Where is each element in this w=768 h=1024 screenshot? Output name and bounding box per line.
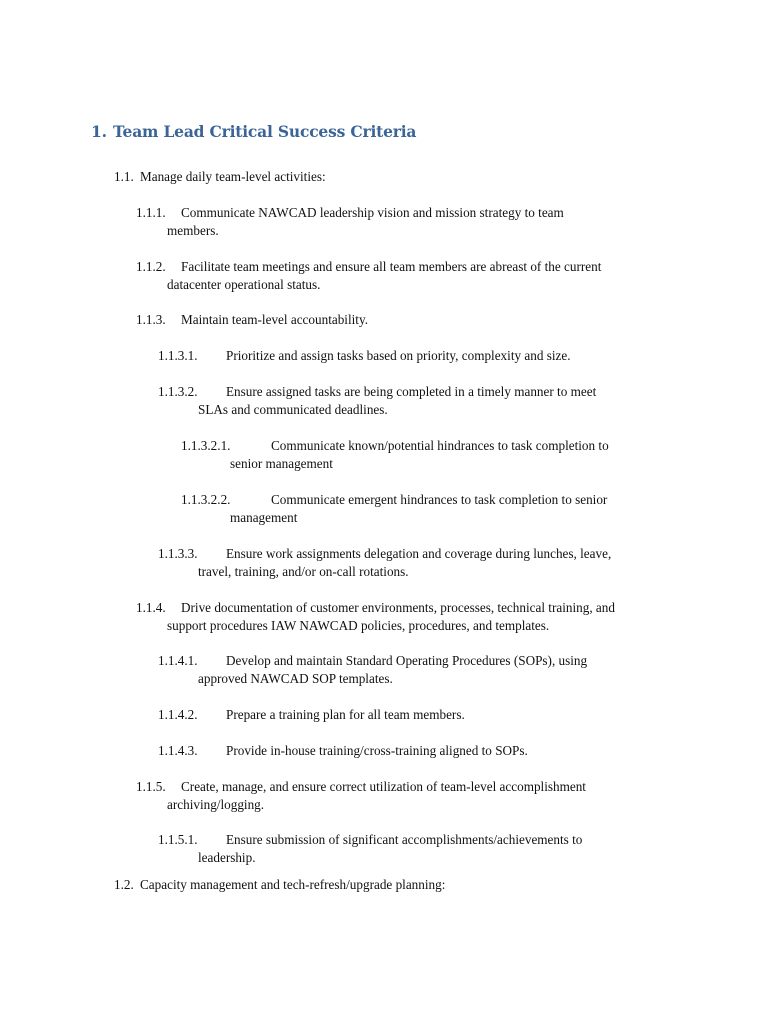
item-text: Create, manage, and ensure correct utilization of team-level accomplishment (181, 779, 586, 794)
item-number: 1.1.2. (136, 259, 166, 274)
section-number: 1. (91, 122, 107, 141)
item-text: Drive documentation of customer environments, processes, technical training, and (181, 600, 615, 615)
item-text-continued: leadership. (198, 850, 256, 865)
item-number: 1.1.3.3. (158, 546, 198, 561)
item-text: Ensure submission of significant accomplishments/achievements to (226, 832, 583, 847)
item-text: Prepare a training plan for all team members. (226, 707, 465, 722)
item-text: Capacity management and tech-refresh/upgrade planning: (140, 877, 446, 892)
item-text: Ensure assigned tasks are being completed in a timely manner to meet (226, 384, 597, 399)
item-number: 1.1.3.1. (158, 348, 198, 363)
item-number: 1.1.5. (136, 779, 166, 794)
item-number: 1.1.4.3. (158, 743, 198, 758)
item-text: Facilitate team meetings and ensure all team members are abreast of the current (181, 259, 602, 274)
item-text-continued: approved NAWCAD SOP templates. (198, 671, 393, 686)
item-text-continued: senior management (230, 456, 333, 471)
item-text-continued: archiving/logging. (167, 797, 265, 812)
item-number: 1.1.4.2. (158, 707, 198, 722)
item-text: Communicate known/potential hindrances to task completion to (271, 438, 609, 453)
item-text-continued: members. (167, 223, 219, 238)
item-text: Maintain team-level accountability. (181, 312, 368, 327)
item-number: 1.1.3.2.1. (181, 438, 231, 453)
item-text: Ensure work assignments delegation and coverage during lunches, leave, (226, 546, 612, 561)
item-text-continued: datacenter operational status. (167, 277, 321, 292)
item-number: 1.1. (114, 169, 134, 184)
item-text: Prioritize and assign tasks based on priority, complexity and size. (226, 348, 571, 363)
item-text-continued: support procedures IAW NAWCAD policies, procedures, and templates. (167, 618, 550, 633)
section-title: Team Lead Critical Success Criteria (113, 122, 417, 141)
item-number: 1.1.3. (136, 312, 166, 327)
item-text: Manage daily team-level activities: (140, 169, 326, 184)
section-heading (91, 122, 416, 141)
item-text: Develop and maintain Standard Operating Procedures (SOPs), using (226, 653, 588, 668)
item-number: 1.2. (114, 877, 134, 892)
item-text: Communicate emergent hindrances to task completion to senior (271, 492, 608, 507)
item-number: 1.1.3.2. (158, 384, 198, 399)
item-text-continued: travel, training, and/or on-call rotations. (198, 564, 409, 579)
item-number: 1.1.4. (136, 600, 166, 615)
item-text: Provide in-house training/cross-training aligned to SOPs. (226, 743, 528, 758)
item-text-continued: management (230, 510, 298, 525)
item-number: 1.1.4.1. (158, 653, 198, 668)
item-text-continued: SLAs and communicated deadlines. (198, 402, 388, 417)
item-number: 1.1.5.1. (158, 832, 198, 847)
item-text: Communicate NAWCAD leadership vision and mission strategy to team (181, 205, 564, 220)
item-number: 1.1.3.2.2. (181, 492, 231, 507)
item-number: 1.1.1. (136, 205, 166, 220)
